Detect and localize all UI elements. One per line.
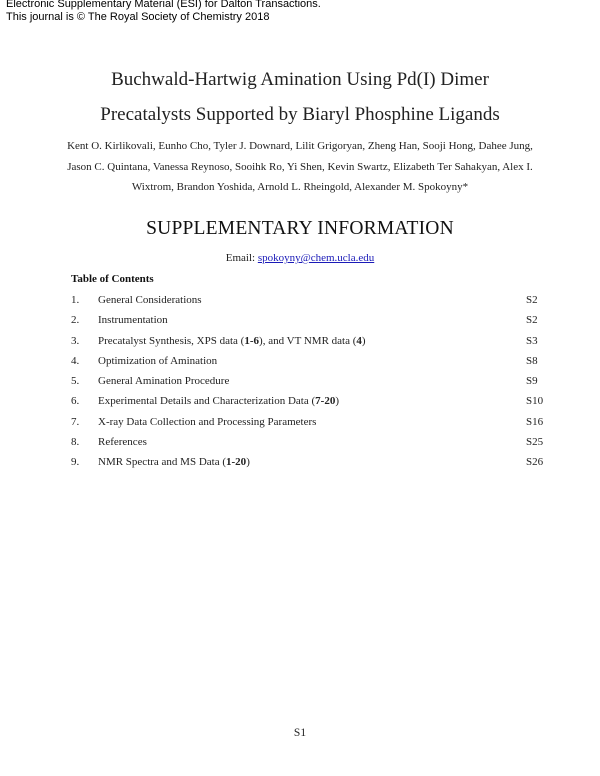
toc-entry-number: 3.: [71, 334, 80, 347]
toc-entry-text: Instrumentation: [98, 314, 168, 327]
toc-entry[interactable]: [71, 313, 546, 333]
toc-entry-page: S8: [526, 354, 538, 367]
toc-entry-title: [98, 293, 202, 307]
esi-header: [6, 0, 321, 23]
toc-entry-text: ): [246, 456, 250, 469]
toc-entry-text: NMR Spectra and MS Data (: [98, 456, 227, 469]
compound-number: 4: [356, 334, 362, 347]
toc-entry-page: S26: [526, 456, 544, 469]
toc-heading: Table of Contents: [71, 273, 154, 285]
supplementary-heading: SUPPLEMENTARY INFORMATION: [146, 218, 454, 239]
toc-entry-number: 2.: [71, 314, 80, 327]
table-of-contents: [71, 293, 546, 476]
toc-entry[interactable]: [71, 455, 546, 475]
toc-entry-title: [98, 455, 250, 469]
toc-entry[interactable]: [71, 435, 546, 455]
page-number: S1: [293, 727, 307, 739]
toc-entry-text: Precatalyst Synthesis, XPS data (: [98, 334, 245, 347]
toc-entry-text: ): [361, 334, 366, 347]
toc-entry[interactable]: [71, 415, 546, 435]
paper-title-line1: Buchwald-Hartwig Amination Using Pd(I) Dimer: [111, 69, 489, 90]
toc-entry-text: X-ray Data Collection and Processing Parameters: [98, 415, 317, 428]
toc-entry[interactable]: [71, 293, 546, 313]
toc-entry-page: S2: [526, 314, 538, 327]
compound-number: 7-20: [315, 395, 336, 408]
toc-entry-text: Optimization of Amination: [98, 354, 218, 367]
toc-entry[interactable]: [71, 374, 546, 394]
email-link[interactable]: spokoyny@chem.ucla.edu: [257, 252, 375, 264]
compound-number: 1-20: [226, 456, 247, 469]
esi-header-line1: Electronic Supplementary Material (ESI) for Dalton Transactions.: [6, 0, 321, 10]
toc-entry-page: S16: [526, 415, 544, 428]
toc-entry-number: 5.: [71, 375, 80, 388]
email-label: Email:: [225, 252, 256, 264]
toc-entry-title: [98, 394, 339, 408]
toc-entry-text: General Amination Procedure: [98, 375, 230, 388]
toc-entry-number: 6.: [71, 395, 80, 408]
toc-entry-page: S2: [526, 294, 538, 306]
toc-entry[interactable]: [71, 354, 546, 374]
toc-entry-title: [98, 354, 217, 368]
paper-title-line2: Precatalysts Supported by Biaryl Phosphine Ligands: [100, 104, 500, 125]
toc-entry-page: S10: [526, 395, 544, 408]
toc-entry-title: [98, 374, 229, 388]
compound-number: 1-6: [244, 334, 260, 347]
toc-entry-text: ): [335, 395, 339, 408]
toc-entry-text: ), and VT NMR data (: [259, 334, 357, 347]
toc-entry-page: S9: [526, 375, 538, 388]
toc-entry-number: 8.: [71, 436, 80, 449]
toc-entry-title: [98, 334, 366, 348]
toc-entry-text: References: [98, 436, 147, 449]
toc-entry-page: S25: [526, 436, 544, 449]
toc-entry-title: [98, 415, 316, 429]
contact-email: [0, 252, 600, 264]
toc-entry-number: 7.: [71, 415, 80, 428]
toc-entry[interactable]: [71, 394, 546, 414]
toc-entry-text: Experimental Details and Characterization Data (: [98, 395, 316, 408]
toc-entry-title: [98, 435, 147, 449]
toc-entry-number: 1.: [71, 294, 80, 306]
toc-entry-title: [98, 313, 168, 327]
toc-entry-page: S3: [526, 334, 538, 347]
esi-header-line2: This journal is © The Royal Society of Chemistry 2018: [6, 10, 270, 23]
toc-entry-number: 4.: [71, 354, 80, 367]
toc-entry-number: 9.: [71, 456, 80, 469]
author-list: Kent O. Kirlikovali, Eunho Cho, Tyler J. Downard, Lilit Grigoryan, Zheng Han, Sooji Hong, Dahee Jung, Jason C. Quintana, Vanessa Reynoso, Sooihk Ro, Yi Shen, Kevin Swartz, Elizabeth Ter Sahakyan, Alex I. Wixtrom, Brandon Yoshida, Arnold L. Rheingold, Alexander M. Spokoyny*: [67, 140, 533, 193]
toc-entry[interactable]: [71, 334, 546, 354]
toc-entry-text: General Considerations: [98, 294, 202, 306]
